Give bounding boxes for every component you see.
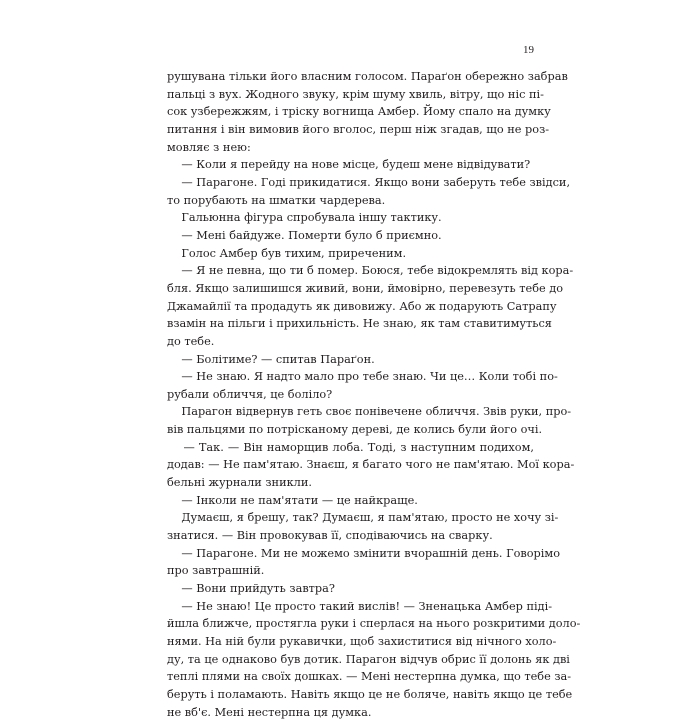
text-line: взамін на пільги і прихильність. Не знаю, як там ставитимуться xyxy=(167,317,552,331)
text-line: — Не знаю! Це просто такий вислів! — Зненацька Амбер піді- xyxy=(167,599,553,613)
text-line: до тебе. xyxy=(167,334,215,348)
text-line: додав: — Не пам'ятаю. Знаєш, я багато чого не пам'ятаю. Мої кора- xyxy=(167,458,575,472)
text-line: — Інколи не пам'ятати — це найкраще. xyxy=(167,493,418,507)
text-line: бельні журнали зникли. xyxy=(167,476,312,490)
text-line: бля. Якщо залишишся живий, вони, ймовірно, перевезуть тебе до xyxy=(167,281,564,295)
text-line: вів пальцями по потрісканому дереві, де колись були його очі. xyxy=(167,423,543,437)
text-line: Джамайлії та продадуть як дивовижу. Або ж подарують Сатрапу xyxy=(167,299,557,313)
text-line: — Болітиме? — спитав Параґон. xyxy=(167,352,375,366)
text-line: теплі плями на своїх дошках. — Мені нестерпна думка, що тебе за- xyxy=(167,670,572,684)
text-line: — Не знаю. Я надто мало про тебе знаю. Чи це… Коли тобі по- xyxy=(167,370,558,384)
text-line: пальці з вух. Жодного звуку, крім шуму хвиль, вітру, що ніс пі- xyxy=(167,87,544,101)
text-line: беруть і поламають. Навіть якщо це не боляче, навіть якщо це тебе xyxy=(167,687,573,701)
text-line: — Я не певна, що ти б помер. Боюся, тебе відокремлять від кора- xyxy=(167,264,574,278)
text-line: — Парагоне. Ми не можемо змінити вчорашній день. Говорімо xyxy=(167,546,560,560)
text-line: то порубають на шматки чардерева. xyxy=(167,193,386,207)
text-line: Парагон відвернув геть своє понівечене обличчя. Звів руки, про- xyxy=(167,405,572,419)
text-line: Думаєш, я брешу, так? Думаєш, я пам'ятаю, просто не хочу зі- xyxy=(167,511,559,525)
text-line: рушувана тільки його власним голосом. Параґон обережно забрав xyxy=(167,70,568,83)
text-line: мовляє з нею: xyxy=(167,140,251,154)
text-line: — Мені байдуже. Померти було б приємно. xyxy=(167,228,442,242)
text-line: рубали обличчя, це боліло? xyxy=(167,387,333,401)
page-number: 19 xyxy=(523,44,534,56)
text-line: — Так. — Він наморщив лоба. Тоді, з наступним подихом, xyxy=(167,440,534,454)
text-line: знатися. — Він провокував її, сподіваючись на сварку. xyxy=(167,529,493,543)
text-line: ду, та це однаково був дотик. Парагон відчув обрис її долонь як дві xyxy=(167,652,570,666)
text-line: Голос Амбер був тихим, приреченим. xyxy=(167,246,407,260)
text-line: про завтрашній. xyxy=(167,564,265,578)
text-line: не вб'є. Мені нестерпна ця думка. xyxy=(167,705,372,719)
text-line: — Вони прийдуть завтра? xyxy=(167,582,335,596)
text-line: сок узбережжям, і тріску вогнища Амбер. Йому спало на думку xyxy=(167,105,551,119)
text-line: йшла ближче, простягла руки і сперлася на нього розкритими доло- xyxy=(167,617,581,631)
text-line: — Коли я перейду на нове місце, будеш мене відвідувати? xyxy=(167,158,531,172)
text-line: нями. На ній були рукавички, щоб захиститися від нічного холо- xyxy=(167,635,557,648)
text-line: питання і він вимовив його вголос, перш ніж згадав, що не роз- xyxy=(167,122,550,136)
text-line: — Парагоне. Годі прикидатися. Якщо вони заберуть тебе звідси, xyxy=(167,175,571,189)
text-line: Гальюнна фігура спробувала іншу тактику. xyxy=(167,211,442,225)
body-text xyxy=(167,68,581,721)
